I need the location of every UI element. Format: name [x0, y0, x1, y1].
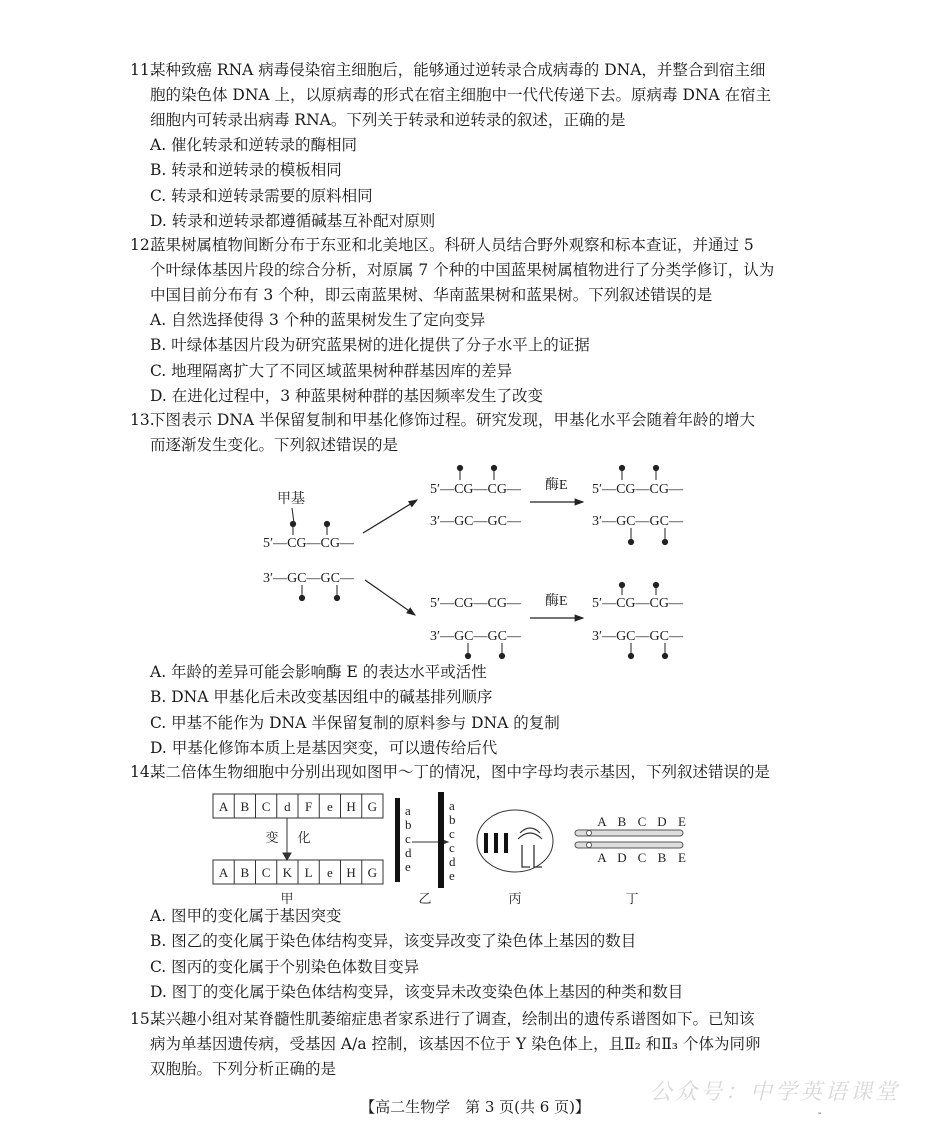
answer-option[interactable]: C. 地理隔离扩大了不同区域蓝果树种群基因库的差异	[150, 361, 513, 380]
gene-box-label: A	[218, 865, 229, 880]
question-number: 13.	[130, 411, 155, 429]
question-stem-line: 胞的染色体 DNA 上，以原病毒的形式在宿主细胞中一代代传递下去。原病毒 DNA 在宿主	[150, 86, 772, 105]
gene-label: e	[405, 859, 411, 874]
right-lower-bottom-strand: 3′—GC—GC—	[592, 629, 683, 644]
gene-label: c	[405, 831, 411, 846]
gene-label: B	[657, 850, 667, 865]
methyl-label: 甲基	[277, 492, 305, 507]
answer-option[interactable]: A. 催化转录和逆转录的酶相同	[150, 136, 358, 154]
gene-label: a	[449, 798, 455, 813]
question-stem-line: 细胞内可转录出病毒 RNA。下列关于转录和逆转录的叙述，正确的是	[150, 111, 626, 130]
gene-box-label: G	[367, 865, 378, 880]
enzyme-label-upper: 酶E	[545, 478, 568, 493]
gene-label: d	[405, 845, 412, 860]
figure-13-dna-methylation	[250, 455, 700, 665]
gene-label: E	[678, 814, 686, 829]
panel-label: 丙	[508, 891, 522, 906]
gene-label: b	[405, 817, 412, 832]
answer-option[interactable]: C. 图丙的变化属于个别染色体数目变异	[150, 957, 420, 976]
gene-label: E	[678, 850, 686, 865]
question-stem-line: 中国目前分布有 3 个种，即云南蓝果树、华南蓝果树和蓝果树。下列叙述错误的是	[150, 286, 713, 305]
figure-14-chromosome-variations	[200, 785, 720, 910]
page-footer: 【高二生物学 第 3 页(共 6 页)】	[360, 1098, 590, 1116]
right-upper-top-strand: 5′—CG—CG—	[592, 482, 683, 497]
enzyme-label-lower: 酶E	[545, 594, 568, 609]
answer-option[interactable]: B. 转录和逆转录的模板相同	[150, 161, 342, 180]
gene-box-label: A	[218, 799, 229, 814]
gene-box-label: K	[282, 865, 293, 880]
mid-lower-bottom-strand: 3′—GC—GC—	[430, 629, 521, 644]
question-number: 14.	[130, 763, 155, 781]
gene-label: b	[449, 812, 456, 827]
left-bottom-strand: 3′—GC—GC—	[263, 571, 354, 586]
change-label: 变	[265, 830, 279, 845]
gene-label: A	[597, 814, 607, 829]
gene-box-label: L	[304, 865, 313, 880]
watermark: 公众号：中学英语课堂	[650, 1080, 901, 1105]
gene-box-label: B	[240, 799, 250, 814]
right-upper-bottom-strand: 3′—GC—GC—	[592, 514, 683, 529]
gene-label: B	[617, 814, 627, 829]
gene-label: c	[449, 826, 455, 841]
gene-box-label: B	[240, 865, 250, 880]
question-stem-line: 蓝果树属植物间断分布于东亚和北美地区。科研人员结合野外观察和标本查证，并通过 5	[150, 236, 754, 254]
question-number: 15.	[130, 1010, 155, 1028]
answer-option[interactable]: C. 甲基不能作为 DNA 半保留复制的原料参与 DNA 的复制	[150, 713, 560, 732]
gene-label: C	[637, 814, 647, 829]
question-stem-line: 某种致癌 RNA 病毒侵染宿主细胞后，能够通过逆转录合成病毒的 DNA，并整合到宿主细	[150, 61, 766, 79]
question-stem-line: 而逐渐发生变化。下列叙述错误的是	[150, 436, 399, 455]
gene-label: d	[449, 854, 456, 869]
gene-box-label: H	[346, 799, 356, 814]
question-stem-line: 某二倍体生物细胞中分别出现如图甲～丁的情况，图中字母均表示基因，下列叙述错误的是	[150, 763, 771, 781]
answer-option[interactable]: D. 甲基化修饰本质上是基因突变，可以遗传给后代	[150, 738, 498, 757]
gene-box-label: C	[261, 799, 271, 814]
answer-option[interactable]: B. DNA 甲基化后未改变基因组中的碱基排列顺序	[150, 688, 493, 707]
gene-label: e	[449, 868, 455, 883]
answer-option[interactable]: B. 图乙的变化属于染色体结构变异，该变异改变了染色体上基因的数目	[150, 932, 637, 951]
answer-option[interactable]: A. 年龄的差异可能会影响酶 E 的表达水平或活性	[150, 663, 487, 681]
question-stem-line: 某兴趣小组对某脊髓性肌萎缩症患者家系进行了调查，绘制出的遗传系谱图如下。已知该	[150, 1010, 755, 1028]
gene-label: C	[637, 850, 647, 865]
question-stem-line: 个叶绿体基因片段的综合分析，对原属 7 个种的中国蓝果树属植物进行了分类学修订，认为	[150, 261, 775, 280]
question-stem-line: 下图表示 DNA 半保留复制和甲基化修饰过程。研究发现，甲基化水平会随着年龄的增大	[150, 411, 756, 429]
gene-box-label: e	[326, 799, 333, 814]
gene-label: D	[617, 850, 627, 865]
answer-option[interactable]: C. 转录和逆转录需要的原料相同	[150, 186, 373, 205]
gene-box-label: C	[261, 865, 271, 880]
answer-option[interactable]: D. 转录和逆转录都遵循碱基互补配对原则	[150, 211, 436, 230]
ding-chromosomes	[575, 830, 683, 848]
question-stem-line: 病为单基因遗传病，受基因 A/a 控制，该基因不位于 Y 染色体上，且Ⅱ₂ 和Ⅱ₃ 个体为同卵	[150, 1035, 761, 1054]
mid-upper-bottom-strand: 3′—GC—GC—	[430, 514, 521, 529]
gene-label: D	[657, 814, 667, 829]
question-stem-line: 双胞胎。下列分析正确的是	[150, 1060, 337, 1079]
gene-box-label: d	[284, 799, 291, 814]
mid-upper-top-strand: 5′—CG—CG—	[430, 482, 521, 497]
panel-label: 乙	[418, 891, 432, 906]
gene-box-label: F	[304, 799, 313, 814]
answer-option[interactable]: A. 图甲的变化属于基因突变	[150, 907, 342, 925]
question-number: 12.	[130, 236, 155, 254]
gene-box-label: G	[367, 799, 378, 814]
gene-label: c	[449, 840, 455, 855]
gene-box-label: e	[326, 865, 333, 880]
panel-label: 丁	[625, 891, 639, 906]
answer-option[interactable]: B. 叶绿体基因片段为研究蓝果树的进化提供了分子水平上的证据	[150, 336, 590, 355]
gene-box-label: H	[346, 865, 356, 880]
left-top-strand: 5′—CG—CG—	[263, 536, 354, 551]
right-lower-top-strand: 5′—CG—CG—	[592, 596, 683, 611]
answer-option[interactable]: D. 图丁的变化属于染色体结构变异，该变异未改变染色体上基因的种类和数目	[150, 982, 684, 1001]
answer-option[interactable]: D. 在进化过程中，3 种蓝果树种群的基因频率发生了改变	[150, 386, 544, 405]
question-number: 11.	[130, 61, 155, 79]
answer-option[interactable]: A. 自然选择使得 3 个种的蓝果树发生了定向变异	[150, 311, 486, 329]
page-mark: -	[818, 1108, 822, 1119]
gene-label: A	[597, 850, 607, 865]
gene-label: a	[405, 803, 411, 818]
mid-lower-top-strand: 5′—CG—CG—	[430, 596, 521, 611]
panel-label: 甲	[280, 891, 294, 906]
change-label: 化	[297, 830, 311, 845]
